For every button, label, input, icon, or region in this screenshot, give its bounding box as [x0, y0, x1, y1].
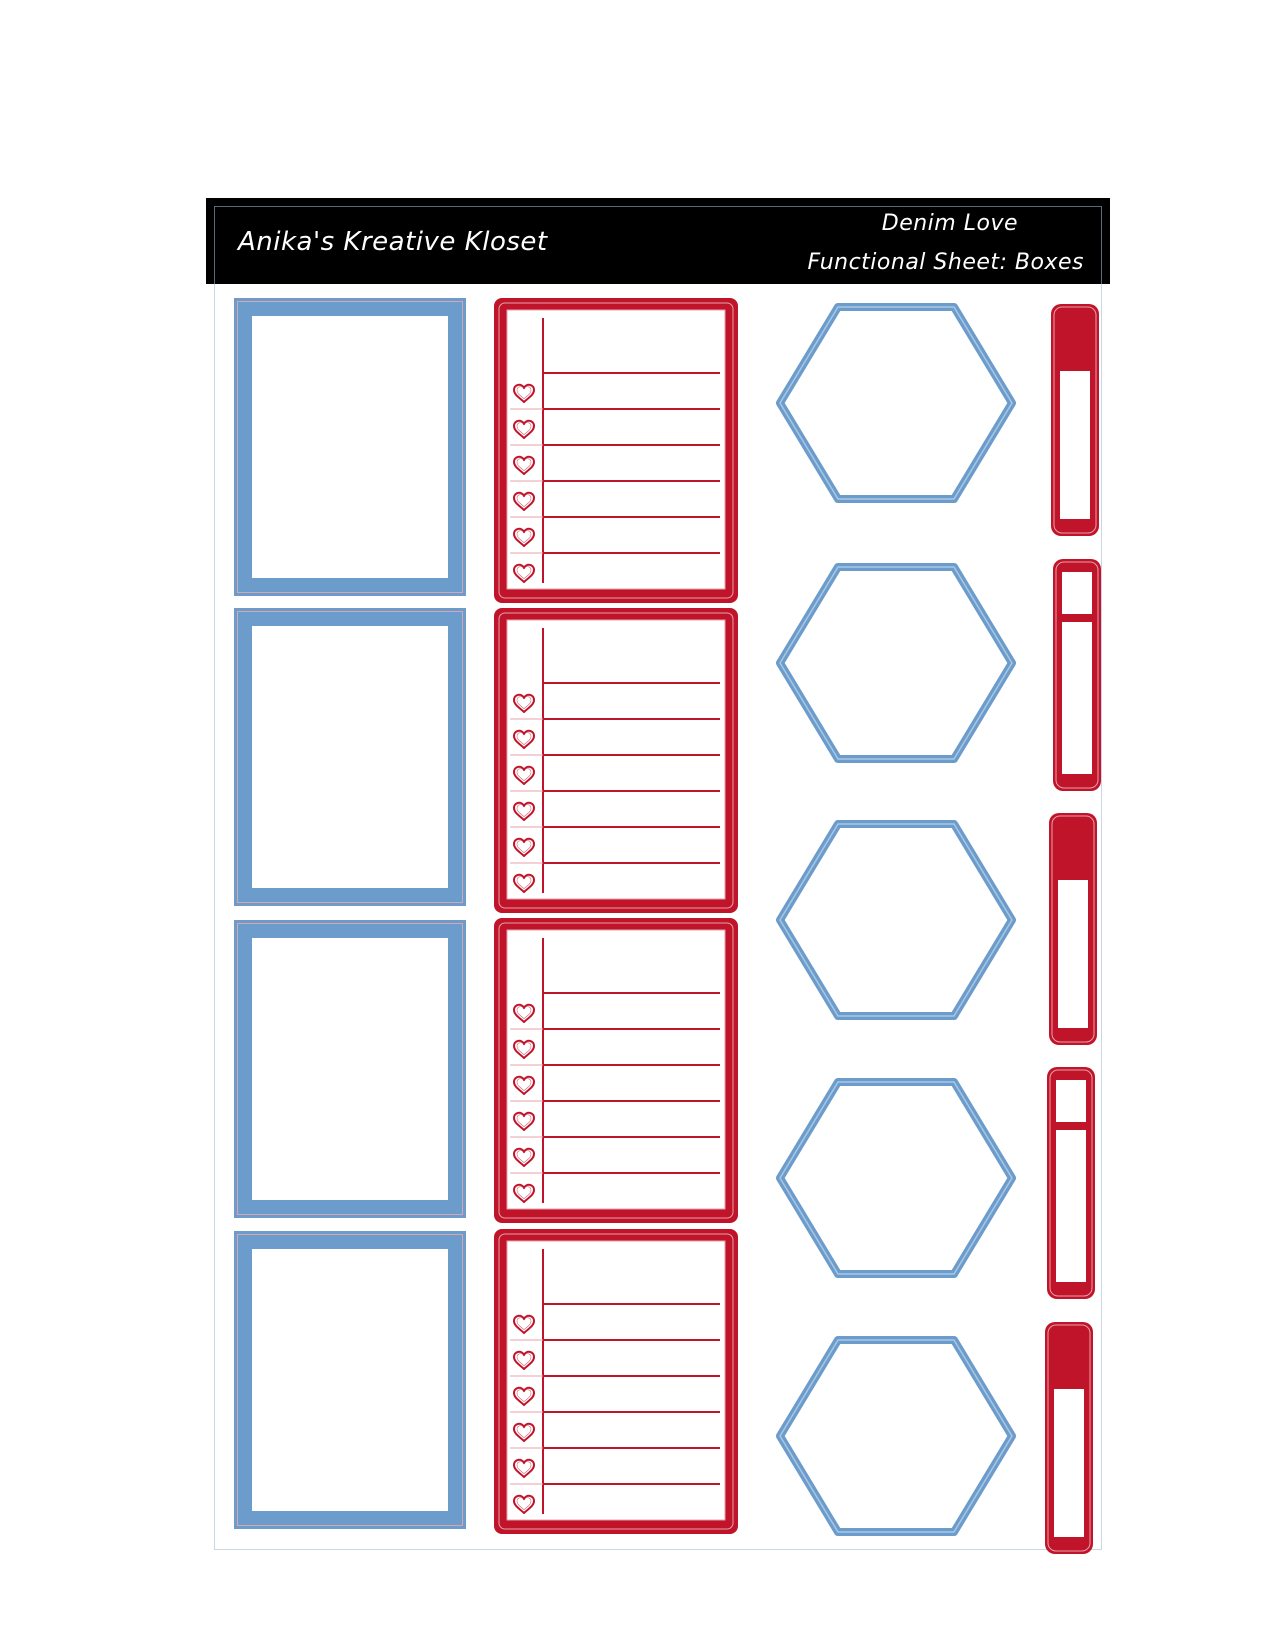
full-box-frame: [234, 920, 466, 1218]
checklist-box-graphic: [494, 918, 738, 1223]
hexagon-outline: [774, 561, 1018, 765]
side-tab-graphic: [1050, 303, 1100, 537]
full-box-sticker: [234, 608, 466, 906]
hexagon-outline: [774, 301, 1018, 505]
sheet-header: [206, 198, 1110, 284]
side-tab-sticker: [1044, 1321, 1094, 1555]
hexagon-outline: [774, 818, 1018, 1022]
side-tab-graphic: [1046, 1066, 1096, 1300]
side-tab-sticker: [1046, 1066, 1096, 1300]
checklist-box-sticker: [494, 1229, 738, 1534]
full-box-frame: [234, 1231, 466, 1529]
hexagon-sticker: [774, 818, 1018, 1022]
side-tab-graphic: [1052, 558, 1102, 792]
hexagon-sticker: [774, 1076, 1018, 1280]
full-box-frame: [234, 608, 466, 906]
side-tab-sticker: [1048, 812, 1098, 1046]
sheet-title: Functional Sheet: Boxes: [807, 250, 1084, 275]
full-box-sticker: [234, 920, 466, 1218]
side-tab-graphic: [1048, 812, 1098, 1046]
checklist-box-sticker: [494, 918, 738, 1223]
brand-name: Anika's Kreative Kloset: [238, 227, 548, 257]
full-box-frame: [234, 298, 466, 596]
theme-name: Denim Love: [881, 211, 1018, 236]
hexagon-sticker: [774, 301, 1018, 505]
checklist-box-graphic: [494, 1229, 738, 1534]
side-tab-sticker: [1050, 303, 1100, 537]
hexagon-sticker: [774, 561, 1018, 765]
checklist-box-sticker: [494, 608, 738, 913]
checklist-box-graphic: [494, 298, 738, 603]
full-box-sticker: [234, 298, 466, 596]
hexagon-sticker: [774, 1334, 1018, 1538]
hexagon-outline: [774, 1334, 1018, 1538]
side-tab-graphic: [1044, 1321, 1094, 1555]
full-box-sticker: [234, 1231, 466, 1529]
checklist-box-sticker: [494, 298, 738, 603]
hexagon-outline: [774, 1076, 1018, 1280]
side-tab-sticker: [1052, 558, 1102, 792]
checklist-box-graphic: [494, 608, 738, 913]
